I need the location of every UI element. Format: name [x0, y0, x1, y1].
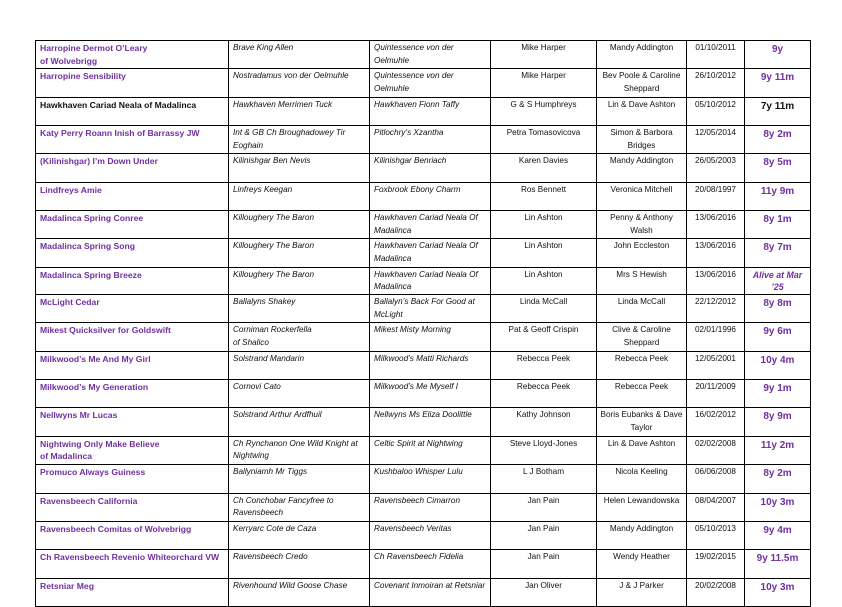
table-row [36, 550, 811, 578]
table-row [36, 126, 811, 154]
sire-cell: Solstrand Mandarin [229, 351, 370, 379]
date-of-birth-cell: 20/02/2008 [687, 578, 745, 606]
dog-name-cell: Ch Ravensbeech Revenio Whiteorchard VW [36, 550, 229, 578]
dog-name-cell: Milkwood’s My Generation [36, 380, 229, 408]
age-at-death-cell: 10y 3m [745, 493, 811, 521]
sire-cell: Ballyniamh Mr Tiggs [229, 465, 370, 493]
table-row [36, 182, 811, 210]
breeder-cell: Lin Ashton [491, 211, 597, 239]
dog-name-cell: Milkwood’s Me And My Girl [36, 351, 229, 379]
dam-cell: Kushbaloo Whisper Lulu [370, 465, 491, 493]
dog-name-cell: Nellwyns Mr Lucas [36, 408, 229, 436]
date-of-birth-cell: 22/12/2012 [687, 295, 745, 323]
breeder-cell: L J Botham [491, 465, 597, 493]
date-of-birth-cell: 13/06/2016 [687, 211, 745, 239]
breeder-cell: Jan Pain [491, 521, 597, 549]
dog-name-cell: Promuco Always Guiness [36, 465, 229, 493]
sire-cell: Brave King Allen [229, 41, 370, 69]
sire-cell: Solstrand Arthur Ardfhuil [229, 408, 370, 436]
date-of-birth-cell: 06/06/2008 [687, 465, 745, 493]
table-row [36, 97, 811, 125]
breeder-cell: Rebecca Peek [491, 351, 597, 379]
age-at-death-cell: 9y 6m [745, 323, 811, 351]
table-row [36, 211, 811, 239]
breeder-cell: Jan Oliver [491, 578, 597, 606]
owner-cell: Clive & Caroline Sheppard [597, 323, 687, 351]
age-at-death-cell: 8y 8m [745, 295, 811, 323]
table-row [36, 436, 811, 464]
date-of-birth-cell: 12/05/2014 [687, 126, 745, 154]
dog-name-cell: (Kilinishgar) I’m Down Under [36, 154, 229, 182]
dog-name-cell: Mikest Quicksilver for Goldswift [36, 323, 229, 351]
dog-records-table [35, 40, 811, 607]
age-at-death-cell: Alive at Mar ’25 [745, 267, 811, 294]
table-row [36, 408, 811, 436]
sire-cell: Kerryarc Cote de Caza [229, 521, 370, 549]
owner-cell: John Eccleston [597, 239, 687, 267]
breeder-cell: Pat & Geoff Crispin [491, 323, 597, 351]
age-at-death-cell: 9y 11m [745, 69, 811, 97]
dam-cell: Celtic Spirit at Nightwing [370, 436, 491, 464]
dog-name-cell: Ravensbeech California [36, 493, 229, 521]
owner-cell: Lin & Dave Ashton [597, 97, 687, 125]
sire-cell: Kilinishgar Ben Nevis [229, 154, 370, 182]
breeder-cell: Karen Davies [491, 154, 597, 182]
table-row [36, 69, 811, 97]
date-of-birth-cell: 02/02/2008 [687, 436, 745, 464]
dam-cell: Milkwood’s Matti Richards [370, 351, 491, 379]
breeder-cell: Kathy Johnson [491, 408, 597, 436]
owner-cell: Rebecca Peek [597, 380, 687, 408]
date-of-birth-cell: 01/10/2011 [687, 41, 745, 69]
dog-name-cell: Hawkhaven Cariad Neala of Madalinca [36, 97, 229, 125]
breeder-cell: Jan Pain [491, 550, 597, 578]
date-of-birth-cell: 05/10/2013 [687, 521, 745, 549]
breeder-cell: Petra Tomasovicova [491, 126, 597, 154]
owner-cell: J & J Parker [597, 578, 687, 606]
owner-cell: Mandy Addington [597, 154, 687, 182]
table-row [36, 239, 811, 267]
sire-cell: Ch Conchobar Fancyfree to Ravensbeech [229, 493, 370, 521]
breeder-cell: G & S Humphreys [491, 97, 597, 125]
dam-cell: Kilinishgar Benriach [370, 154, 491, 182]
sire-cell: Hawkhaven Merrimen Tuck [229, 97, 370, 125]
owner-cell: Boris Eubanks & Dave Taylor [597, 408, 687, 436]
age-at-death-cell: 8y 1m [745, 211, 811, 239]
table-body [36, 41, 811, 607]
dam-cell: Hawkhaven Fionn Taffy [370, 97, 491, 125]
dam-cell: Hawkhaven Cariad Neala Of Madalinca [370, 267, 491, 294]
dam-cell: Quintessence von der Oelmuhle [370, 69, 491, 97]
date-of-birth-cell: 16/02/2012 [687, 408, 745, 436]
date-of-birth-cell: 20/08/1997 [687, 182, 745, 210]
dam-cell: Milkwood’s Me Myself I [370, 380, 491, 408]
date-of-birth-cell: 20/11/2009 [687, 380, 745, 408]
document-page [35, 40, 811, 607]
dam-cell: Nellwyns Ms Eliza Doolittle [370, 408, 491, 436]
dog-name-cell: Retsniar Meg [36, 578, 229, 606]
breeder-cell: Steve Lloyd-Jones [491, 436, 597, 464]
sire-cell: Ch Rynchanon One Wild Knight at Nightwing [229, 436, 370, 464]
breeder-cell: Linda McCall [491, 295, 597, 323]
age-at-death-cell: 8y 2m [745, 126, 811, 154]
dam-cell: Ravensbeech Cimarron [370, 493, 491, 521]
owner-cell: Rebecca Peek [597, 351, 687, 379]
owner-cell: Linda McCall [597, 295, 687, 323]
owner-cell: Simon & Barbora Bridges [597, 126, 687, 154]
date-of-birth-cell: 08/04/2007 [687, 493, 745, 521]
owner-cell: Bev Poole & Caroline Sheppard [597, 69, 687, 97]
age-at-death-cell: 7y 11m [745, 97, 811, 125]
table-row [36, 295, 811, 323]
dam-cell: Pitlochry’s Xzantha [370, 126, 491, 154]
dam-cell: Hawkhaven Cariad Neala Of Madalinca [370, 211, 491, 239]
sire-cell: Rivenhound Wild Goose Chase [229, 578, 370, 606]
sire-cell: Killoughery The Baron [229, 239, 370, 267]
dog-name-cell: Madalinca Spring Song [36, 239, 229, 267]
owner-cell: Lin & Dave Ashton [597, 436, 687, 464]
dog-name-cell: Nightwing Only Make Believe of Madalinca [36, 436, 229, 464]
owner-cell: Nicola Keeling [597, 465, 687, 493]
breeder-cell: Jan Pain [491, 493, 597, 521]
sire-cell: Ballalyns Shakey [229, 295, 370, 323]
dam-cell: Foxbrook Ebony Charm [370, 182, 491, 210]
dog-name-cell: Harropine Sensibility [36, 69, 229, 97]
dog-name-cell: Lindfreys Amie [36, 182, 229, 210]
owner-cell: Penny & Anthony Walsh [597, 211, 687, 239]
dam-cell: Hawkhaven Cariad Neala Of Madalinca [370, 239, 491, 267]
dam-cell: Ch Ravensbeech Fidelia [370, 550, 491, 578]
owner-cell: Mrs S Hewish [597, 267, 687, 294]
sire-cell: Cornovi Cato [229, 380, 370, 408]
date-of-birth-cell: 19/02/2015 [687, 550, 745, 578]
date-of-birth-cell: 26/10/2012 [687, 69, 745, 97]
date-of-birth-cell: 02/01/1996 [687, 323, 745, 351]
owner-cell: Veronica Mitchell [597, 182, 687, 210]
dog-name-cell: Harropine Dermot O’Leary of Wolvebrigg [36, 41, 229, 69]
table-row [36, 493, 811, 521]
table-row [36, 154, 811, 182]
breeder-cell: Ros Bennett [491, 182, 597, 210]
age-at-death-cell: 9y 1m [745, 380, 811, 408]
sire-cell: Ravensbeech Credo [229, 550, 370, 578]
sire-cell: Killoughery The Baron [229, 267, 370, 294]
sire-cell: Killoughery The Baron [229, 211, 370, 239]
age-at-death-cell: 10y 3m [745, 578, 811, 606]
table-row [36, 41, 811, 69]
sire-cell: Nostradamus von der Oelmuhle [229, 69, 370, 97]
date-of-birth-cell: 12/05/2001 [687, 351, 745, 379]
dam-cell: Covenant Inmoiran at Retsniar [370, 578, 491, 606]
age-at-death-cell: 8y 2m [745, 465, 811, 493]
date-of-birth-cell: 13/06/2016 [687, 239, 745, 267]
sire-cell: Corniman Rockerfella of Shalico [229, 323, 370, 351]
breeder-cell: Mike Harper [491, 41, 597, 69]
dog-name-cell: Madalinca Spring Conree [36, 211, 229, 239]
breeder-cell: Rebecca Peek [491, 380, 597, 408]
age-at-death-cell: 10y 4m [745, 351, 811, 379]
sire-cell: Linfreys Keegan [229, 182, 370, 210]
owner-cell: Wendy Heather [597, 550, 687, 578]
age-at-death-cell: 11y 9m [745, 182, 811, 210]
breeder-cell: Lin Ashton [491, 239, 597, 267]
table-row [36, 465, 811, 493]
owner-cell: Helen Lewandowska [597, 493, 687, 521]
owner-cell: Mandy Addington [597, 521, 687, 549]
age-at-death-cell: 9y 4m [745, 521, 811, 549]
age-at-death-cell: 8y 7m [745, 239, 811, 267]
date-of-birth-cell: 13/06/2016 [687, 267, 745, 294]
age-at-death-cell: 8y 5m [745, 154, 811, 182]
table-row [36, 380, 811, 408]
dam-cell: Ballalyn’s Back For Good at McLight [370, 295, 491, 323]
age-at-death-cell: 9y [745, 41, 811, 69]
age-at-death-cell: 11y 2m [745, 436, 811, 464]
sire-cell: Int & GB Ch Broughadowey Tir Eoghain [229, 126, 370, 154]
dog-name-cell: McLight Cedar [36, 295, 229, 323]
owner-cell: Mandy Addington [597, 41, 687, 69]
dog-name-cell: Katy Perry Roann Inish of Barrassy JW [36, 126, 229, 154]
table-row [36, 267, 811, 294]
breeder-cell: Mike Harper [491, 69, 597, 97]
table-row [36, 578, 811, 606]
dog-name-cell: Ravensbeech Comitas of Wolvebrigg [36, 521, 229, 549]
dam-cell: Mikest Misty Morning [370, 323, 491, 351]
table-row [36, 521, 811, 549]
dog-name-cell: Madalinca Spring Breeze [36, 267, 229, 294]
date-of-birth-cell: 26/05/2003 [687, 154, 745, 182]
table-row [36, 323, 811, 351]
age-at-death-cell: 8y 9m [745, 408, 811, 436]
dam-cell: Quintessence von der Oelmuhle [370, 41, 491, 69]
age-at-death-cell: 9y 11.5m [745, 550, 811, 578]
dam-cell: Ravensbeech Veritas [370, 521, 491, 549]
breeder-cell: Lin Ashton [491, 267, 597, 294]
table-row [36, 351, 811, 379]
date-of-birth-cell: 05/10/2012 [687, 97, 745, 125]
